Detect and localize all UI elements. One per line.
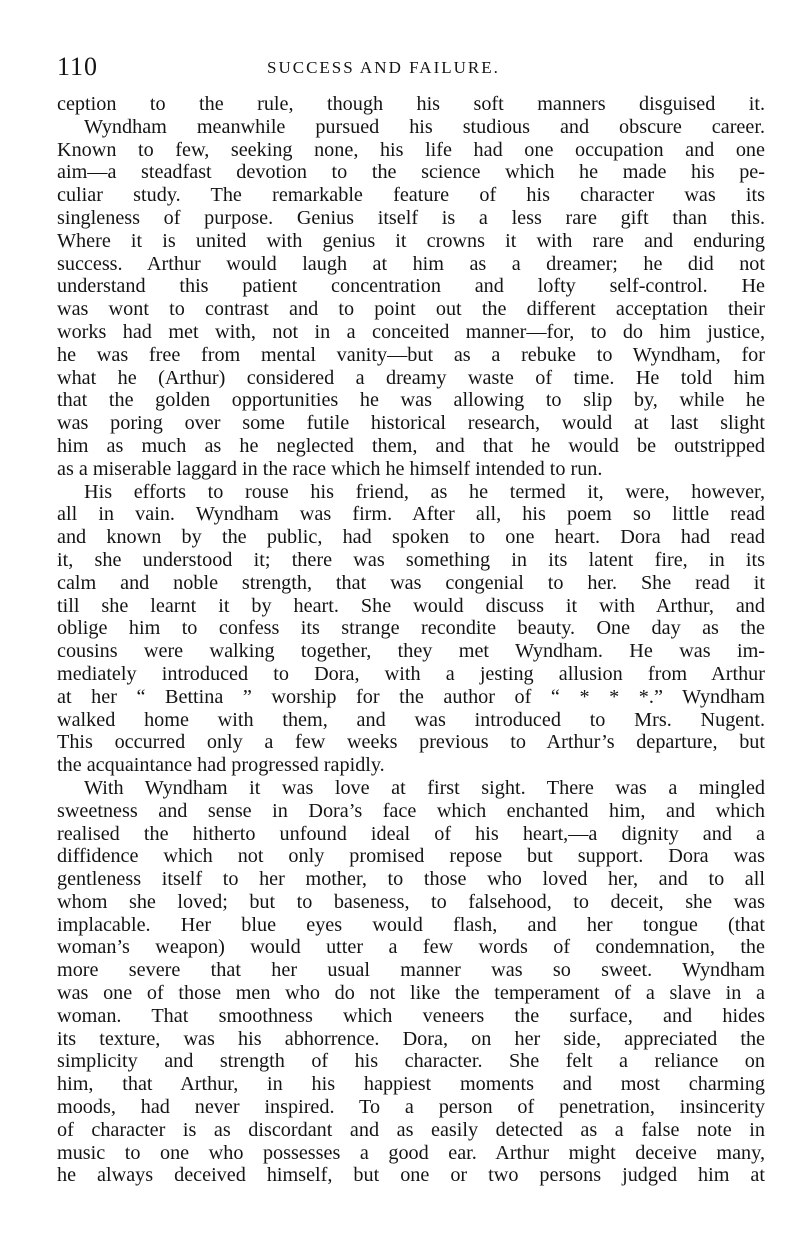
book-page xyxy=(57,52,765,1187)
text-line: walked home with them, and was introduced to Mrs. Nugent. xyxy=(57,708,765,731)
page-number: 110 xyxy=(57,52,99,81)
text-line: success. Arthur would laugh at him as a dreamer; he did not xyxy=(57,252,765,275)
text-line: realised the hitherto unfound ideal of his heart,—a dignity and a xyxy=(57,822,765,845)
text-line: he was free from mental vanity—but as a rebuke to Wyndham, for xyxy=(57,343,765,366)
text-line: him as much as he neglected them, and that he would be outstripped xyxy=(57,434,765,457)
text-line: understand this patient concentration and lofty self-control. He xyxy=(57,275,765,298)
text-line: diffidence which not only promised repose but support. Dora was xyxy=(57,845,765,868)
text-line: woman’s weapon) would utter a few words of condemnation, the xyxy=(57,936,765,959)
text-line: gentleness itself to her mother, to those who loved her, and to all xyxy=(57,868,765,891)
text-line: simplicity and strength of his character. She felt a reliance on xyxy=(57,1050,765,1073)
text-line: was poring over some futile historical research, would at last slight xyxy=(57,412,765,435)
text-line: singleness of purpose. Genius itself is a less rare gift than this. xyxy=(57,206,765,229)
text-line: cousins were walking together, they met Wyndham. He was im- xyxy=(57,640,765,663)
text-line: His efforts to rouse his friend, as he termed it, were, however, xyxy=(84,480,765,503)
text-line: its texture, was his abhorrence. Dora, on her side, appreciated the xyxy=(57,1027,765,1050)
text-line: woman. That smoothness which veneers the surface, and hides xyxy=(57,1004,765,1027)
running-head: SUCCESS AND FAILURE. xyxy=(267,58,500,77)
text-line: ception to the rule, though his soft manners disguised it. xyxy=(57,93,765,115)
text-line: sweetness and sense in Dora’s face which enchanted him, and which xyxy=(57,799,765,822)
text-line: Wyndham meanwhile pursued his studious and obscure career. xyxy=(84,115,765,138)
text-line: Known to few, seeking none, his life had one occupation and one xyxy=(57,138,765,161)
text-line: was wont to contrast and to point out the different acceptation their xyxy=(57,298,765,321)
text-line: works had met with, not in a conceited manner—for, to do him justice, xyxy=(57,320,765,343)
text-line: calm and noble strength, that was congenial to her. She read it xyxy=(57,571,765,594)
text-line: what he (Arthur) considered a dreamy waste of time. He told him xyxy=(57,366,765,389)
text-line: whom she loved; but to baseness, to falsehood, to deceit, she was xyxy=(57,890,765,913)
text-line: With Wyndham it was love at first sight. There was a mingled xyxy=(84,776,765,799)
text-line: all in vain. Wyndham was firm. After all, his poem so little read xyxy=(57,503,765,526)
text-line: him, that Arthur, in his happiest moments and most charming xyxy=(57,1073,765,1096)
text-line: the acquaintance had progressed rapidly. xyxy=(57,754,385,777)
text-line: he always deceived himself, but one or two persons judged him at xyxy=(57,1164,765,1187)
text-line: till she learnt it by heart. She would discuss it with Arthur, and xyxy=(57,594,765,617)
body-text xyxy=(57,93,765,1187)
text-line: as a miserable laggard in the race which he himself intended to run. xyxy=(57,457,603,480)
text-line: and known by the public, had spoken to one heart. Dora had read xyxy=(57,526,765,549)
text-line: that the golden opportunities he was allowing to slip by, while he xyxy=(57,389,765,412)
text-line: Where it is united with genius it crowns it with rare and enduring xyxy=(57,229,765,252)
text-line: aim—a steadfast devotion to the science which he made his pe- xyxy=(57,161,765,184)
text-line: it, she understood it; there was something in its latent fire, in its xyxy=(57,548,765,571)
page-header xyxy=(57,52,765,88)
text-line: was one of those men who do not like the temperament of a slave in a xyxy=(57,982,765,1005)
text-line: more severe that her usual manner was so sweet. Wyndham xyxy=(57,959,765,982)
text-line: at her “ Bettina ” worship for the author of “ * * *.” Wyndham xyxy=(57,685,765,708)
text-line: moods, had never inspired. To a person of penetration, insincerity xyxy=(57,1096,765,1119)
text-line: This occurred only a few weeks previous to Arthur’s departure, but xyxy=(57,731,765,754)
text-line: of character is as discordant and as easily detected as a false note in xyxy=(57,1118,765,1141)
text-line: culiar study. The remarkable feature of his character was its xyxy=(57,184,765,207)
text-line: implacable. Her blue eyes would flash, and her tongue (that xyxy=(57,913,765,936)
text-line: oblige him to confess its strange recondite beauty. One day as the xyxy=(57,617,765,640)
text-line: mediately introduced to Dora, with a jesting allusion from Arthur xyxy=(57,662,765,685)
text-line: music to one who possesses a good ear. Arthur might deceive many, xyxy=(57,1141,765,1164)
